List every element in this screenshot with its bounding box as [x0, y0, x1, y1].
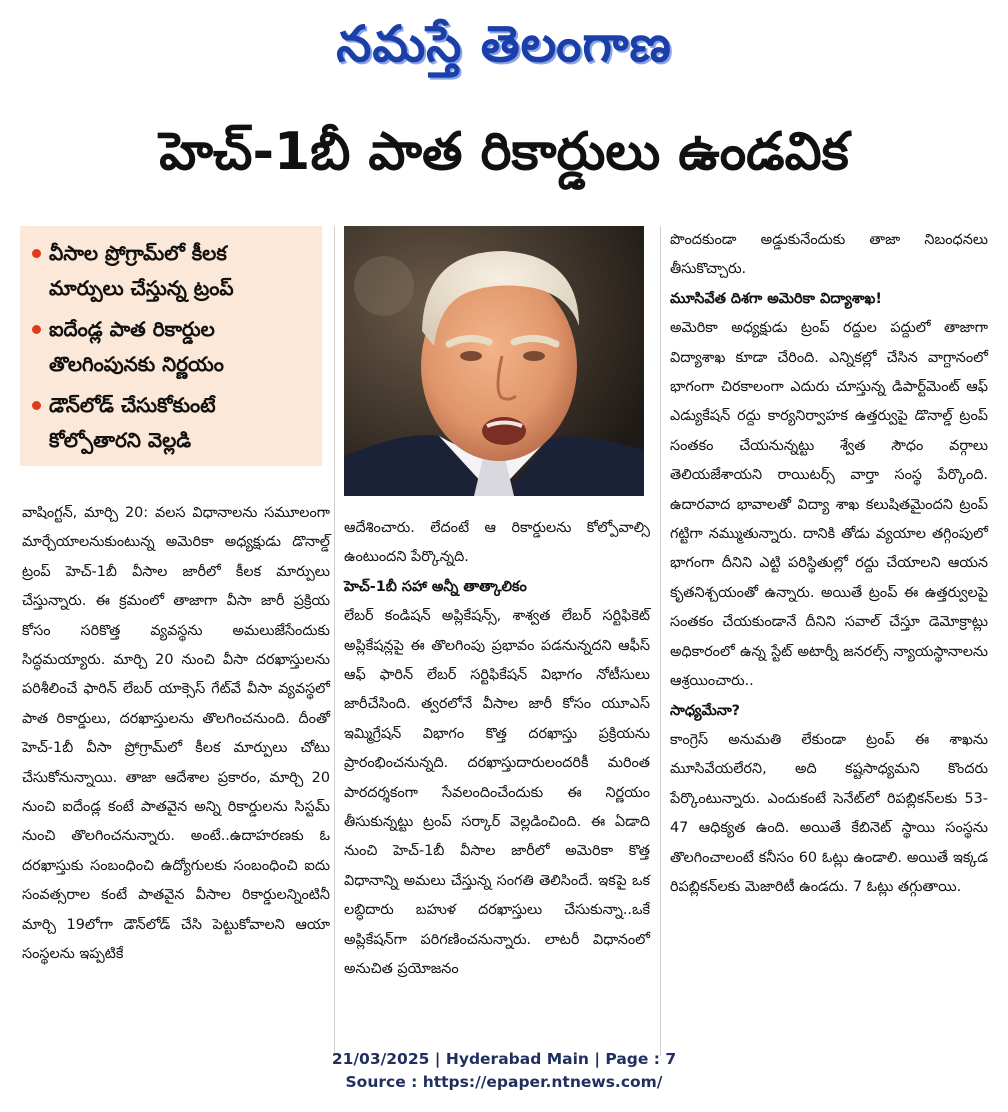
- bullet-icon: [32, 401, 41, 410]
- highlight-text: ఐదేండ్ల పాత రికార్డుల తొలగింపునకు నిర్ణయం: [49, 317, 224, 376]
- masthead-logo: నమస్తే తెలంగాణ: [336, 14, 672, 73]
- footer-dateline: 21/03/2025 | Hyderabad Main | Page : 7: [331, 1050, 677, 1068]
- highlight-item: [32, 236, 312, 306]
- paragraph: అమెరికా అధ్యక్షుడు ట్రంప్ రద్దుల పద్దులో తాజాగా విద్యాశాఖ కూడా చేరింది. ఎన్నికల్లో చేసిన వాగ్దానంలో భాగంగా చిరకాలంగా ఎదురు చూస్తున్న డిపార్ట్‌మెంట్ ఆఫ్ ఎడ్యుకేషన్ రద్దు కార్యనిర్వాహక ఉత్తర్వుపై డొనాల్డ్ ట్రంప్ సంతకం చేయనున్నట్టు శ్వేత సౌధం వర్గాలు తెలియజేశాయని రాయిటర్స్ వార్తా సంస్థ పేర్కొంది. ఉదారవాద భావాలతో విద్యా శాఖ కలుషితమైందని ట్రంప్ గట్టిగా నమ్ముతున్నారు. దానికి తోడు వ్యయాల తగ్గింపులో భాగంగా దీనిని ఎట్టి పరిస్థితుల్లో రద్దు చేయాలని ఆయన కృతనిశ్చయంతో ఉన్నారు. అయితే ట్రంప్ ఈ ఉత్తర్వులపై సంతకం చేయకుండానే దీనిని సవాల్ చేస్తూ డెమోక్రాట్లు అధికారంలో ఉన్న స్టేట్ అటార్నీ జనరల్స్ న్యాయస్థానాలను ఆశ్రయించారు..: [670, 320, 988, 690]
- subheading: హెచ్-1బీ సహా అన్నీ తాత్కాలికం: [344, 578, 527, 595]
- column-divider: [334, 226, 335, 1056]
- paragraph: కాంగ్రెస్ అనుమతి లేకుండా ట్రంప్ ఈ శాఖను మూసివేయలేరని, అది కష్టసాధ్యమని కొందరు పేర్కొంటున్నారు. ఎందుకంటే సెనేట్‌లో రిపబ్లికన్‌లకు 53-47 ఆధిక్యత ఉంది. అయితే కేబినెట్ స్థాయి సంస్థను తొలగించాలంటే కనీసం 60 ఓట్లు ఉండాలి. అయితే ఇక్కడ రిపబ్లికన్‌లకు మెజారిటీ ఉండదు. 7 ఓట్లు తగ్గుతాయి.: [670, 731, 988, 895]
- paragraph: లేబర్ కండిషన్ అప్లికేషన్స్, శాశ్వత లేబర్ సర్టిఫికెట్ అప్లికేషన్లపై ఈ తొలగింపు ప్రభావం పడనున్నదని ఆఫీస్ ఆఫ్ ఫారిన్ లేబర్ సర్టిఫికేషన్ విభాగం నోటీసులు జారీచేసింది. త్వరలోనే వీసాల జారీ కోసం యూఎస్ ఇమ్మిగ్రేషన్ విభాగం కొత్త దరఖాస్తు ప్రక్రియను ప్రారంభించనున్నది. దరఖాస్తుదారులందరికీ మరింత పారదర్శకంగా సేవలందించేందుకు ఈ నిర్ణయం తీసుకున్నట్టు ట్రంప్ సర్కార్ వెల్లడించింది. ఈ ఏడాది నుంచి హెచ్-1బీ వీసాల జారీలో అమెరికా కొత్త విధానాన్ని అమలు చేస్తున్న సంగతి తెలిసిందే. ఇకపై ఒక లబ్ధిదారు బహుళ దరఖాస్తులు చేసుకున్నా..ఒకే అప్లికేషన్‌గా పరిగణించనున్నారు. లాటరీ విధానంలో అనుచిత ప్రయోజనం: [344, 608, 650, 978]
- paragraph: పొందకుండా అడ్డుకునేందుకు తాజా నిబంధనలు తీసుకొచ్చారు.: [670, 232, 988, 278]
- highlights-box: [20, 226, 322, 466]
- article-column-middle: [344, 514, 650, 1056]
- column-divider: [660, 226, 661, 1056]
- article-headline: హెచ్-1బీ పాత రికార్డులు ఉండవిక: [159, 121, 849, 182]
- subheading: సాధ్యమేనా?: [670, 702, 741, 719]
- bullet-icon: [32, 249, 41, 258]
- subheading: మూసివేత దిశగా అమెరికా విద్యాశాఖ!: [670, 290, 882, 307]
- highlight-text: డౌన్‌లోడ్ చేసుకోకుంటే కోల్పోతారని వెల్లడి: [49, 393, 216, 452]
- highlight-item: [32, 388, 312, 458]
- highlight-item: [32, 312, 312, 382]
- highlight-text: వీసాల ప్రోగ్రామ్‌లో కీలక మార్పులు చేస్తున్న ట్రంప్: [49, 241, 234, 300]
- trump-photo: [344, 226, 644, 496]
- masthead: [0, 0, 1008, 100]
- bullet-icon: [32, 325, 41, 334]
- footer-source: Source : https://epaper.ntnews.com/: [345, 1073, 663, 1091]
- article-column-left: వాషింగ్టన్, మార్చి 20: వలస విధానాలను సమూలంగా మార్చేయాలనుకుంటున్న అమెరికా అధ్యక్షుడు డొనాల్డ్ ట్రంప్ హెచ్-1బీ వీసాల జారీలో కీలక మార్పులు చేస్తున్నారు. ఈ క్రమంలో తాజాగా వీసా జారీ ప్రక్రియ కోసం సరికొత్త వ్యవస్థను అమలుజేసేందుకు సిద్ధమయ్యారు. మార్చి 20 నుంచి వీసా దరఖాస్తులను పరిశీలించే ఫారిన్ లేబర్ యాక్సెస్ గేట్‌వే వీసా వ్యవస్థలో పాత రికార్డులు, దరఖాస్తులను తొలగించనుంది. దీంతో హెచ్-1బీ వీసా ప్రోగ్రామ్‌లో కీలక మార్పులు చోటు చేసుకోనున్నాయి. తాజా ఆదేశాల ప్రకారం, మార్చి 20 నుంచి ఐదేండ్ల కంటే పాతవైన అన్ని రికార్డులను సిస్టమ్ నుంచి తొలగించనున్నారు. అంటే..ఉదాహరణకు ఓ దరఖాస్తుకు సంబంధించి ఉద్యోగులకు సంబంధించి ఐదు సంవత్సరాల కంటే పాతవైన వీసాల రికార్డులన్నింటినీ మార్చి 19లోగా డౌన్‌లోడ్ చేసి పెట్టుకోవాలని ఆయా సంస్థలను ఇప్పటికే: [22, 505, 330, 963]
- article-column-right: [670, 226, 988, 895]
- portrait-illustration: [344, 226, 644, 496]
- paragraph: ఆదేశించారు. లేదంటే ఆ రికార్డులను కోల్పోవాల్సి ఉంటుందని పేర్కొన్నది.: [344, 520, 650, 566]
